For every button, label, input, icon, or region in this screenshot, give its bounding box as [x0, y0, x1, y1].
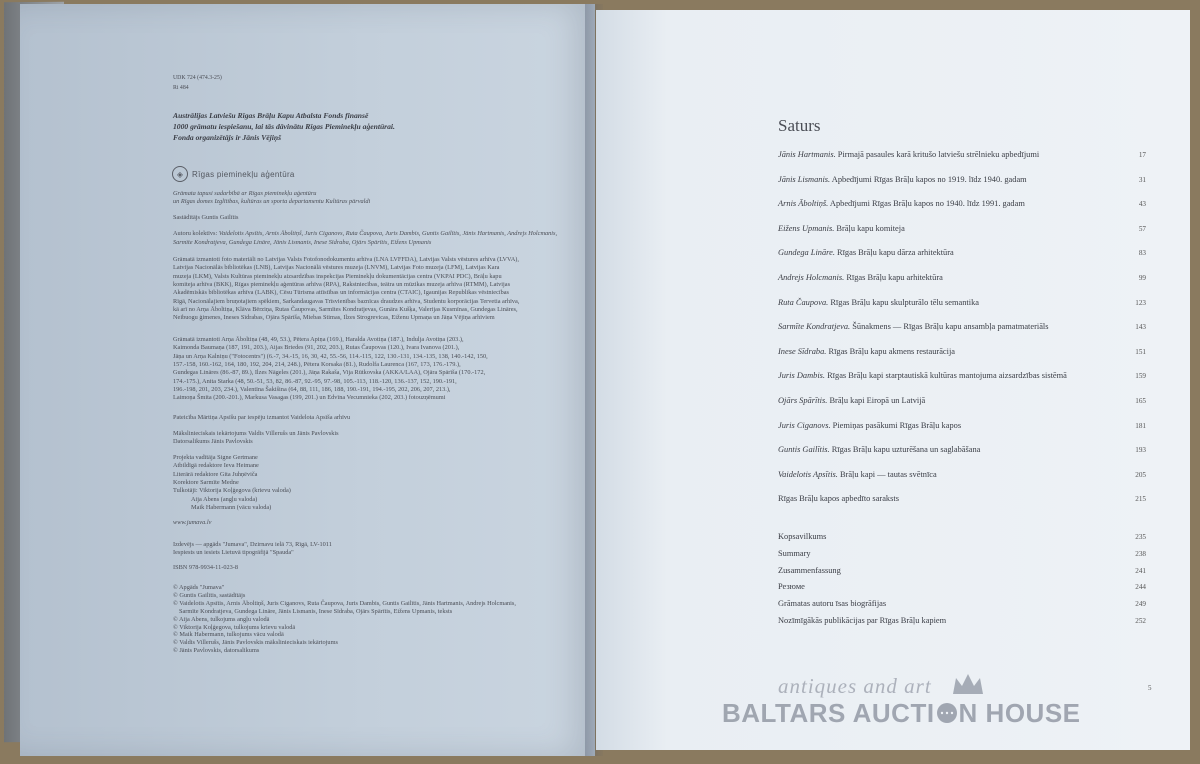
toc-entry-text [778, 248, 954, 257]
editors-line: Projekta vadītāja Signe Gertmane [173, 454, 258, 461]
toc-entry-text [778, 273, 943, 282]
layout-line-2: Datorsalikums Jānis Pavlovskis [173, 438, 253, 445]
toc-row [778, 396, 1146, 421]
toc-entry-title: Brāļu kapu komiteja [836, 223, 905, 233]
toc-entry-author: Jānis Lismanis. [778, 174, 831, 184]
photos-line: Laimoņa Šmita (200.-201.), Markusa Vasagas (199, 201.) un Edvīna Vecumnieka (202, 203.) fotouzņēmumi [173, 394, 446, 402]
page-number: 5 [1148, 684, 1152, 692]
toc-entry-author: Ruta Čaupova. [778, 297, 829, 307]
toc-entry-text [778, 322, 1049, 331]
editors-line: Tulkotāji: Viktorija Koļģegova (krievu valoda) [173, 487, 291, 495]
toc-entry-page: 99 [1138, 273, 1146, 282]
toc-row [778, 421, 1146, 446]
toc-appendix-row [778, 549, 1146, 566]
photos-line: Grāmatā izmantoti Arņa Āboltiņa (48, 49, 53.), Pētera Apiņa (169.), Haralda Avotiņa (187.), Indulja Avotiņa (203.), [173, 336, 464, 343]
toc-row [778, 150, 1146, 175]
toc-title: Saturs [778, 116, 821, 135]
toc-row [778, 470, 1146, 495]
toc-row [778, 347, 1146, 372]
toc-appendix-row [778, 566, 1146, 583]
sponsor-line-1: Austrālijas Latviešu Rīgas Brāļu Kapu Atbalsta Fonds finansē [173, 111, 369, 120]
toc-appendix-title: Резюме [778, 582, 805, 592]
toc-entry-author: Ojārs Spārītis. [778, 395, 828, 405]
toc-entry-author: Arnis Āboltiņš. [778, 199, 829, 209]
udk-code: UDK 724 (474.3-25) [173, 75, 222, 81]
layout-line-1: Mākslinieciskais iekārtojums Valdis Villerušs un Jānis Pavlovskis [173, 430, 339, 437]
toc-entry-page: 43 [1138, 200, 1146, 209]
agency-logo [172, 166, 295, 182]
sponsor-line-2: 1000 grāmatu iespiešanu, lai tās dāvinātu Rīgas Pieminekļu aģentūrai. [173, 122, 395, 131]
watermark-script-text: antiques and art [778, 674, 932, 698]
toc-entry-page: 159 [1135, 372, 1146, 381]
photos-line: 196.-198, 201, 203, 234.), Valentīna Šakišina (64, 88, 111, 186, 188, 190.-191, 194.-195, 202, 206, 207, 213.), [173, 385, 451, 393]
prepared-line-1: Grāmata tapusi sadarbībā ar Rīgas pieminekļu aģentūru [173, 190, 317, 197]
authors-line-1: Vaidelotis Apsītis, Arnis Āboltiņš, Juris Ciganovs, Ruta Čaupova, Juris Dambis, Guntis Gailītis, Jānis Hartmanis, Andrejs Holcmanis, [218, 230, 558, 237]
sources-line: Rīgā, Nacionālajiem bruņotajiem spēkiem, Sarkandaugavas Trīsvienības baznīcas draudzes arhīva, Studentu korporācijas Tervetia arhīva, [173, 297, 520, 305]
toc-entry-page: 57 [1138, 224, 1146, 233]
toc-entry-page: 17 [1138, 151, 1146, 159]
crown-icon [950, 670, 986, 698]
toc-appendix-page: 241 [1135, 566, 1146, 575]
toc-entry-title: Pirmajā pasaules karā kritušo latviešu strēlnieku apbedījumi [837, 150, 1040, 159]
toc-entry-title: Brāļu kapi — tautas svētnīca [839, 469, 937, 479]
sources-line: kā arī no Arņa Āboltiņa, Klāva Bērziņa, Rutas Čaupovas, Sarmītes Kondratjevas, Gunāra Kušķa, Valerijas Kusmīnas, Gundegas Lināres, [173, 305, 518, 313]
watermark-house-text-end: N HOUSE [958, 698, 1081, 728]
toc-appendix-title: Zusammenfassung [778, 565, 841, 575]
toc-entry-title: Rīgas Brāļu kapu skulpturālo tēlu semantika [830, 297, 979, 307]
toc-entry-text [778, 445, 980, 454]
photos-line: Gundegas Lināres (86.-87, 89.), Ilzes Nāgeles (201.), Jāņa Rakaša, Vija Rūtkovska (AKKA/LAA), Ojāra Spārīša (170.-172, [173, 369, 486, 377]
authors-label: Autoru kolektīvs: [173, 230, 218, 237]
toc-entry-text [778, 150, 1039, 159]
editors-line: Aija Abens (angļu valoda) [191, 495, 258, 503]
toc-entry-title: Rīgas Brāļu kapu dārza arhitektūra [837, 248, 954, 258]
toc-appendix-page: 235 [1135, 533, 1146, 541]
toc-entry-author: Jānis Hartmanis. [778, 150, 836, 159]
toc-entry-title: Brāļu kapi Eiropā un Latvijā [829, 395, 926, 405]
toc-entry-page: 165 [1135, 396, 1146, 405]
toc-entry-title: Rīgas Brāļu kapu arhitektūra [846, 272, 943, 282]
copyright-line: © Guntis Gailītis, sastādītājs [173, 591, 246, 599]
sources-line: Latvijas Nacionālās bibliotēkas (LNB), Latvijas Nacionālā vēstures muzeja (LNVM), Latvijas Foto muzeja (LFM), Latvijas Kara [173, 264, 500, 272]
toc-entry-author: Inese Sīdraba. [778, 346, 827, 356]
copyright-line: © Jānis Pavlovskis, datorsalikums [173, 647, 260, 655]
toc-appendix-page: 252 [1135, 616, 1146, 625]
toc-appendix-title: Nozīmīgākās publikācijas par Rīgas Brāļu kapiem [778, 615, 947, 625]
toc-entry-title: Rīgas Brāļu kapu uzturēšana un saglabāšana [831, 445, 981, 455]
photos-line: 174.-175.), Anita Starka (48, 50.-51, 53, 82, 86.-87, 92.-95, 97.-98, 105.-113, 118.-120, 136.-137, 152, 190.-191, [173, 377, 457, 385]
toc-entry-page: 83 [1138, 249, 1146, 258]
toc-appendix-row [778, 599, 1146, 616]
copyright-line: © Viktorija Koļģegova, tulkojums krievu valodā [173, 623, 296, 631]
gavel-dot-icon [935, 702, 959, 724]
toc-appendix-page: 244 [1135, 583, 1146, 592]
copyright-line: © Apgāds "Jumava" [173, 584, 225, 591]
toc-entry-author: Eižens Upmanis. [778, 223, 835, 233]
photos-line: Jāņa un Arņa Kalniņu ("Fotocentrs") (6.-7, 34.-15, 16, 30, 42, 55.-56, 114.-115, 122, 130.-131, 134.-135, 138, 140.-142, 150, [173, 352, 488, 360]
toc-entry-text [778, 175, 1027, 184]
toc-appendix-title: Summary [778, 548, 811, 558]
toc-entry-text [778, 371, 1067, 380]
toc-entry-text [778, 199, 1025, 208]
toc-entry-text [778, 298, 979, 307]
toc-appendix-title: Kopsavilkums [778, 532, 827, 541]
toc-entry-text [778, 470, 937, 479]
agency-logo-text: Rīgas pieminekļu aģentūra [192, 169, 295, 179]
publisher-line-2: Iespiests un iesiets Lietuvā tipogrāfijā "Spauda" [173, 549, 294, 556]
sources-line: Neibuogu ģimenes, Ineses Sīdrabas, Ojāra Spārīša, Miebas Stimas, Ilzes Strogrevicas, Eiženu Upmaņa un Jāņa Vējiņa arhīviem [173, 314, 495, 322]
toc-entry-text [778, 224, 905, 233]
sources-line: komiteja arhīva (BKK), Rīgas pieminekļu aģentūras arhīva (RPA), Rakstniecības, teātra un mūzikas muzeja arhīva (RTMM), Latvijas [173, 280, 511, 288]
toc-entry-text [778, 421, 961, 430]
toc-entry-text [778, 396, 925, 405]
authors-block [173, 230, 557, 239]
toc-appendix-row [778, 532, 1146, 549]
copyright-line: © Valdis Villerušs, Jānis Pavlovskis mākslinieciskais iekārtojums [173, 639, 338, 647]
toc-entry-title: Piemiņas pasākumi Rīgas Brāļu kapos [832, 420, 962, 430]
toc-entry-title: Rīgas Brāļu kapu akmens restaurācija [828, 346, 955, 356]
publisher-line-1: Izdevējs — apgāds "Jumava", Dzirnavu ielā 73, Rīgā, LV-1011 [173, 541, 332, 548]
toc-entry-title: Apbedījumi Rīgas Brāļu kapos no 1919. līdz 1940. gadam [831, 174, 1027, 184]
prepared-line-2: un Rīgas domes Izglītības, kultūras un sporta departamentu Kultūras pārvaldi [173, 198, 371, 205]
sources-line: Akadēmiskās bibliotēkas arhīva (LABK), Cēsu Tūrisma attīstības un informācijas centra (CTAIC), Igaunijas Republikas vēstniecības [173, 289, 510, 297]
compiler-line: Sastādītājs Guntis Gailītis [173, 214, 239, 221]
toc-appendix-title: Grāmatas autoru īsas biogrāfijas [778, 599, 887, 609]
toc-entry-title: Šūnakmens — Rīgas Brāļu kapu ansambļa pamatmateriāls [852, 322, 1049, 332]
editors-line: Korektore Sarmīte Medne [173, 478, 239, 486]
agency-logo-icon: ◈ [172, 166, 188, 182]
toc-entry-page: 205 [1135, 470, 1146, 479]
toc-row [778, 298, 1146, 323]
toc-entry-text [778, 494, 899, 503]
authors-line-2: Sarmīte Kondratjeva, Gundega Lināre, Jānis Lismanis, Inese Sīdraba, Ojārs Spārītis, Eižens Upmanis [173, 239, 432, 246]
copyright-line: © Aija Abens, tulkojums angļu valodā [173, 615, 270, 623]
sources-line: Grāmatā izmantoti foto materiāli no Latvijas Valsts Fotofonodokumentu arhīva (LNA LVFFDA), Latvijas Valsts vēstures arhīva (LVVA), [173, 256, 519, 263]
thanks-line: Pateicība Mārtiņa Apsīšu par iespēju izmantot Vaidelota Apsīša arhīvu [173, 414, 351, 421]
toc-row [778, 175, 1146, 200]
toc-entry-page: 193 [1135, 446, 1146, 455]
toc-appendix-page: 249 [1135, 600, 1146, 609]
toc-entry-page: 31 [1138, 175, 1146, 184]
toc-entry-title: Apbedījumi Rīgas Brāļu kapos no 1940. līdz 1991. gadam [829, 199, 1025, 209]
toc-entry-author: Juris Ciganovs. [778, 420, 831, 430]
toc-row [778, 273, 1146, 298]
toc-entry-page: 143 [1135, 323, 1146, 332]
watermark-house-text-start: BALTARS AUCTI [722, 698, 935, 728]
editors-line: Maik Habermann (vācu valoda) [191, 503, 272, 511]
editors-line: Literārā redaktore Gita Juhņēviča [173, 470, 258, 478]
photos-line: Kaimonda Baumaņa (187, 191, 203.), Aijas Briedes (91, 202, 203.), Rutas Čaupovas (120.), Ivara Ivanova (201.), [173, 344, 460, 352]
isbn-line: ISBN 978-9934-11-023-8 [173, 564, 239, 571]
toc-entry-author: Sarmīte Kondratjeva. [778, 322, 851, 332]
toc-entry-author: Guntis Gailītis. [778, 445, 830, 455]
toc-entry-author: Andrejs Holcmanis. [778, 272, 845, 282]
toc-row [778, 494, 1146, 519]
toc-entry-title: Rīgas Brāļu kapi starptautiskā kultūras mantojuma aizsardzības sistēmā [827, 371, 1067, 381]
toc-appendix [778, 532, 1146, 633]
auction-watermark [720, 670, 1120, 734]
toc-row [778, 199, 1146, 224]
toc-row [778, 371, 1146, 396]
toc-entry-page: 123 [1135, 298, 1146, 307]
toc-row [778, 322, 1146, 347]
editors-line: Atbildīgā redaktore Ieva Heimane [173, 462, 259, 470]
toc-entry-author: Juris Dambis. [778, 371, 825, 381]
udk-code-2: Ri 484 [173, 85, 189, 91]
watermark-house-text [722, 698, 1081, 729]
toc-entry-text [778, 347, 955, 356]
photos-line: 157.-158, 160.-162, 164, 180, 192, 204, 214, 248.), Pētera Korsaka (81.), Rudolfa Laurenca (167, 173, 176.-179.), [173, 360, 461, 368]
toc-entry-page: 181 [1135, 421, 1146, 430]
toc-entry-author: Vaidelotis Apsītis. [778, 469, 838, 479]
toc-appendix-row [778, 582, 1146, 599]
toc-entry-author: Gundega Lināre. [778, 248, 835, 258]
toc-row [778, 224, 1146, 249]
sources-line: muzeja (LKM), Valsts Kultūras pieminekļu aizsardzības inspekcijas Pieminekļu dokumentācijas centra (VKPAI PDC), Brāļu kapu [173, 272, 502, 280]
sponsor-line-3: Fonda organizētājs ir Jānis Vējiņš [173, 133, 282, 142]
toc-entry-page: 151 [1135, 347, 1146, 356]
copyright-line: Sarmīte Kondratjeva, Gundega Lināre, Jānis Lismanis, Inese Sīdraba, Ojārs Spārītis, Eižens Upmanis, teksts [179, 607, 453, 615]
website-line: www.jumava.lv [173, 519, 212, 526]
copyright-line: © Maik Habermann, tulkojums vācu valodā [173, 631, 284, 639]
toc-chapters [778, 150, 1146, 519]
toc-entry-title: Rīgas Brāļu kapos apbedīto saraksts [778, 494, 899, 504]
toc-appendix-row [778, 616, 1146, 633]
copyright-line: © Vaidelotis Apsītis, Arnis Āboltiņš, Juris Ciganovs, Ruta Čaupova, Juris Dambis, Guntis Gailītis, Jānis Hartmanis, Andrejs Holcmanis, [173, 599, 516, 607]
toc-entry-page: 215 [1135, 495, 1146, 504]
toc-row [778, 445, 1146, 470]
toc-row [778, 248, 1146, 273]
toc-appendix-page: 238 [1135, 549, 1146, 558]
